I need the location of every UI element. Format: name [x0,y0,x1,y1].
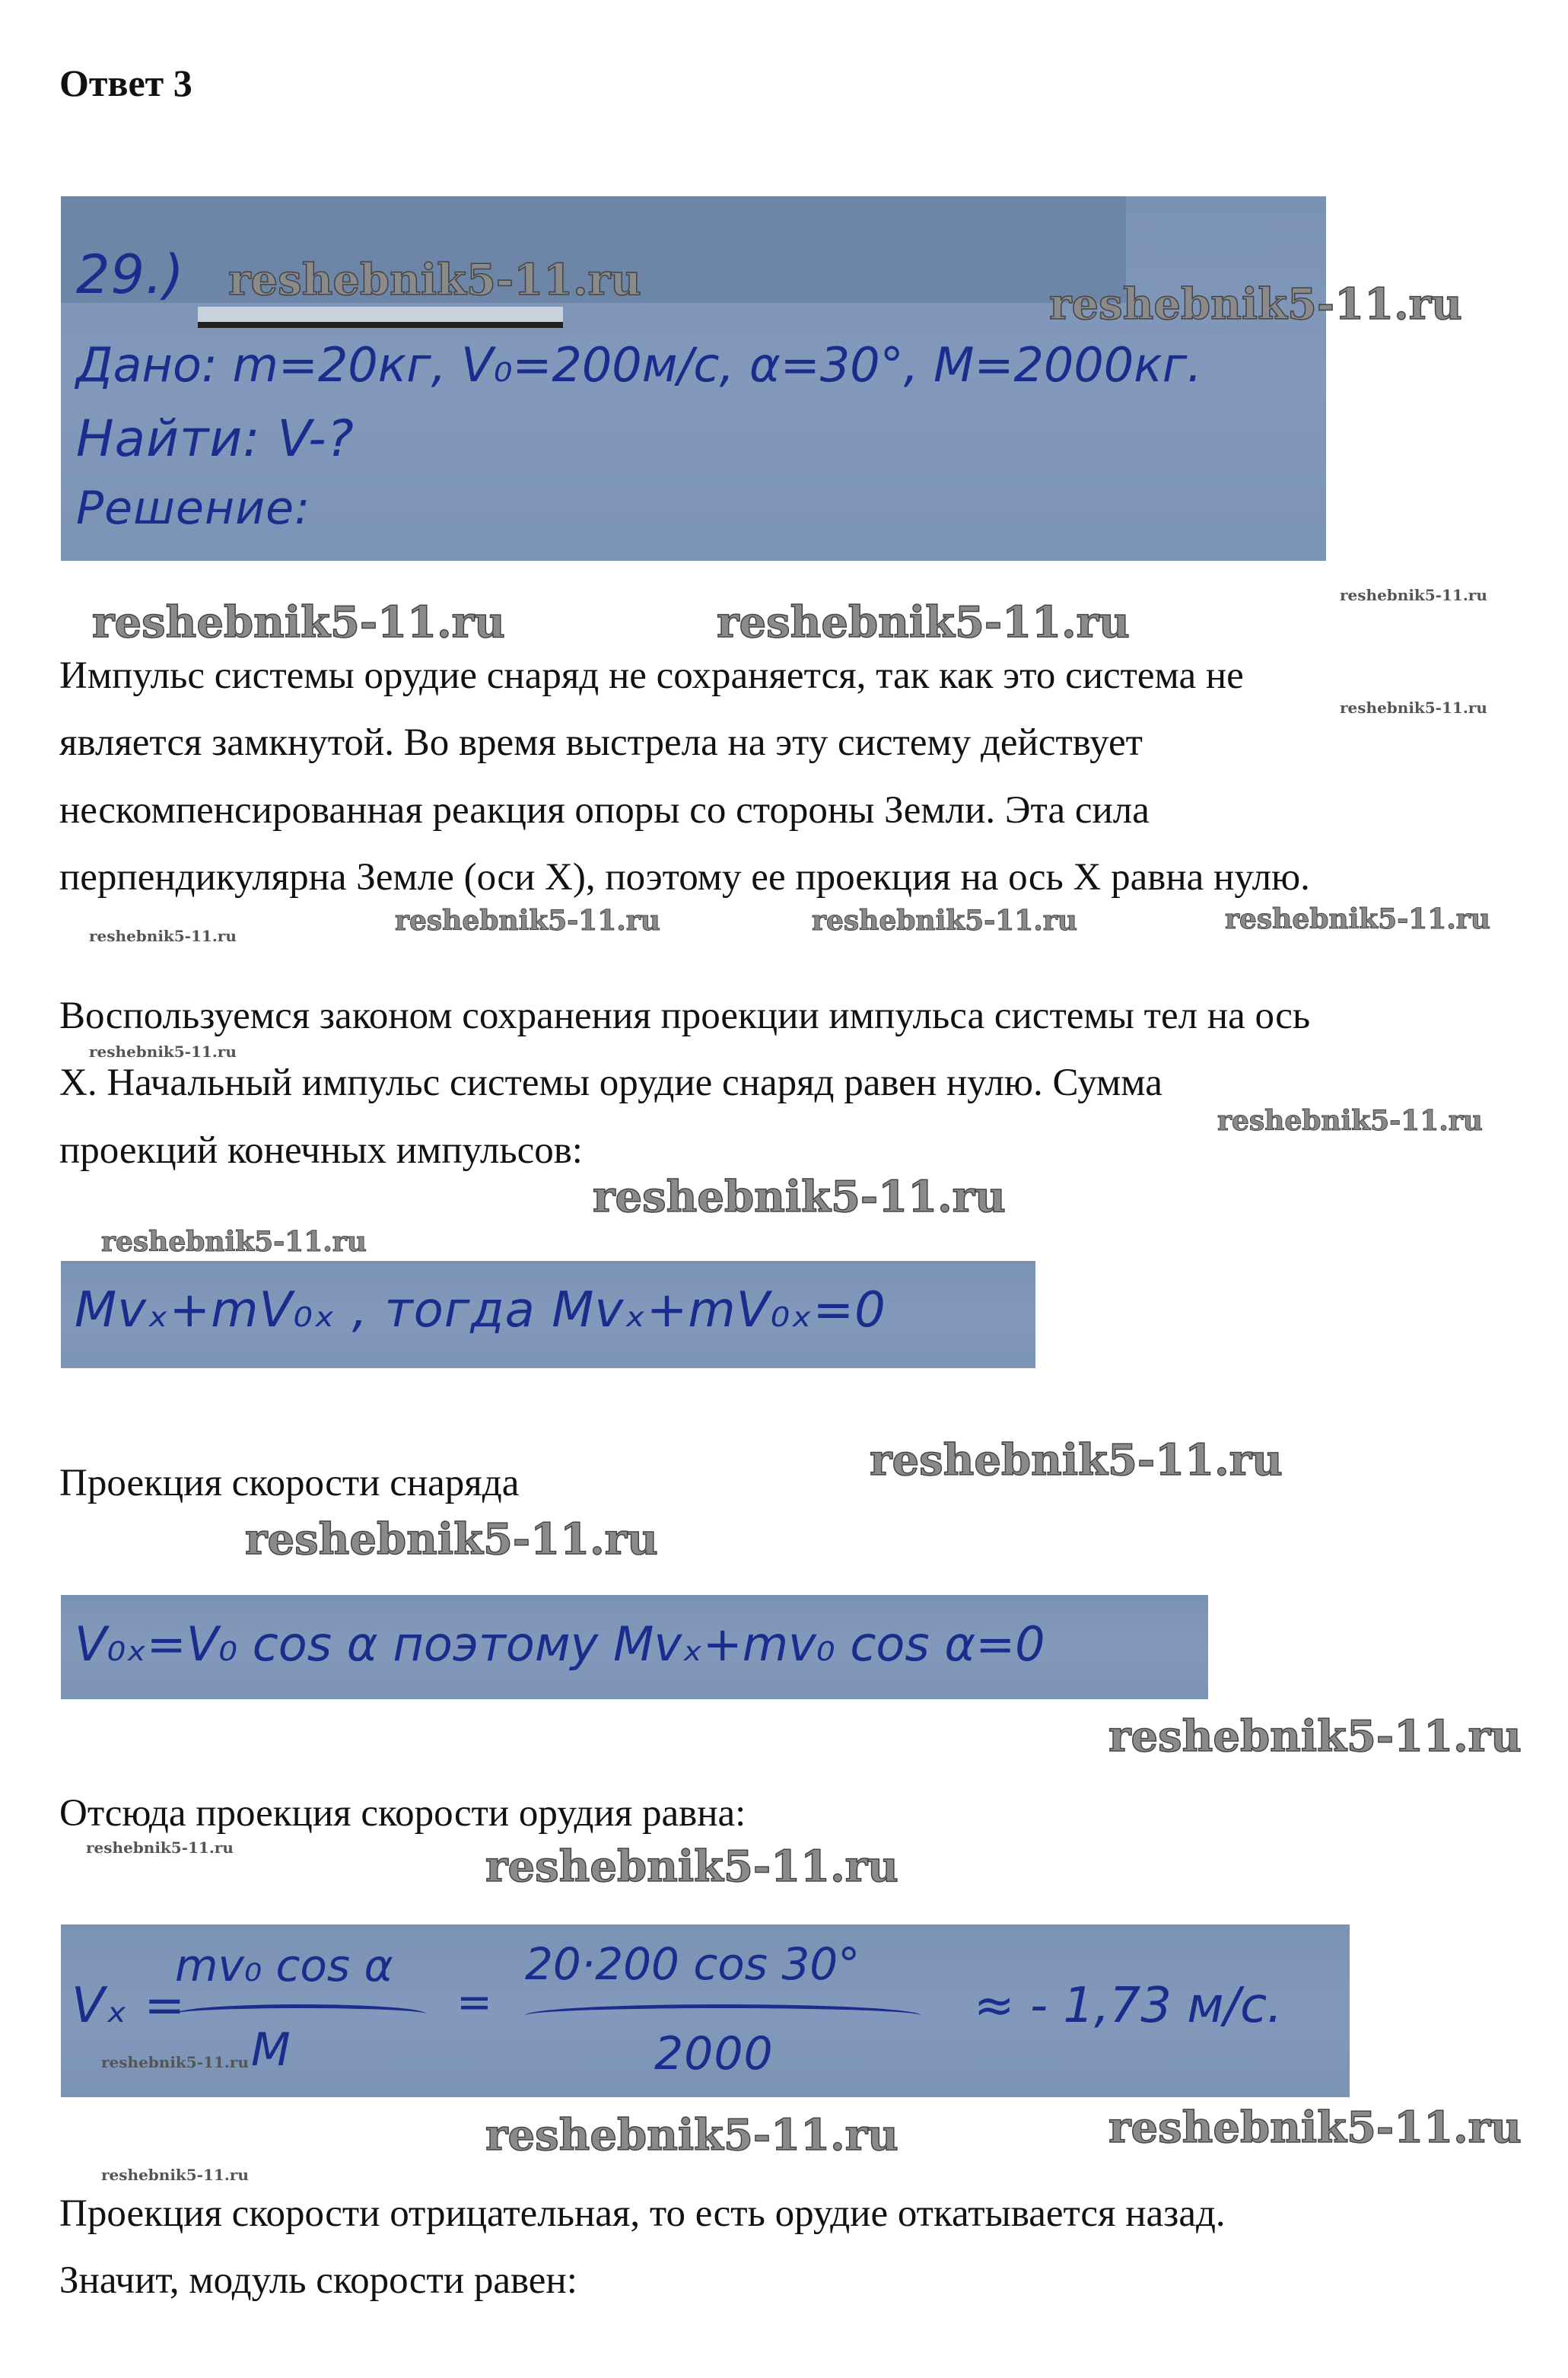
watermark: reshebnik5-11.ru [1108,2103,1522,2153]
result-eq: = [456,1978,493,2027]
watermark: reshebnik5-11.ru [245,1514,658,1565]
paragraph-line: Воспользуемся законом сохранения проекции импульса системы тел на ось [59,995,1311,1037]
watermark: reshebnik5-11.ru [101,1226,367,1258]
given-line-3: Найти: V-? [76,409,355,468]
handwritten-result-image [61,1924,1350,2097]
momentum-equation: Mvₓ+mV₀ₓ , тогда Mvₓ+mV₀ₓ=0 [75,1282,886,1339]
paragraph-line: Значит, модуль скорости равен: [59,2259,577,2302]
watermark: reshebnik5-11.ru [228,255,641,305]
watermark: reshebnik5-11.ru [485,2110,898,2160]
handwritten-momentum-image [61,1261,1035,1368]
watermark: reshebnik5-11.ru [1217,1105,1483,1137]
handwritten-given-image [61,196,1326,561]
page-title: Ответ 3 [59,62,192,104]
result-num2: 20·200 cos 30° [525,1938,860,1990]
watermark: reshebnik5-11.ru [485,1842,898,1892]
watermark: reshebnik5-11.ru [101,2166,249,2184]
paragraph-line: Отсюда проекция скорости орудия равна: [59,1792,746,1835]
paragraph-line: Проекция скорости отрицательная, то есть орудие откатывается назад. [59,2192,1226,2235]
given-line-4: Решение: [76,482,311,535]
watermark: reshebnik5-11.ru [1225,903,1490,935]
watermark: reshebnik5-11.ru [593,1172,1006,1222]
watermark: reshebnik5-11.ru [1108,1711,1522,1762]
watermark: reshebnik5-11.ru [1049,279,1462,329]
paragraph-line: X. Начальный импульс системы орудие снаряд равен нулю. Сумма [59,1062,1162,1104]
watermark: reshebnik5-11.ru [717,597,1130,648]
paragraph-line: Проекция скорости снаряда [59,1462,520,1504]
paragraph-line: является замкнутой. Во время выстрела на эту систему действует [59,721,1143,764]
result-den1: M [251,2023,291,2077]
given-line-2: Дано: m=20кг, V₀=200м/с, α=30°, M=2000кг. [76,337,1202,393]
watermark: reshebnik5-11.ru [870,1435,1283,1485]
result-den2: 2000 [654,2027,774,2080]
watermark: reshebnik5-11.ru [86,1838,234,1857]
watermark: reshebnik5-11.ru [89,927,237,945]
result-lhs: Vₓ = [72,1978,186,2034]
paragraph-line: нескомпенсированная реакция опоры со стороны Земли. Эта сила [59,789,1150,832]
projection-equation: V₀ₓ=V₀ cos α поэтому Mvₓ+mv₀ cos α=0 [75,1616,1045,1672]
result-num1: mv₀ cos α [175,1940,393,1991]
result-rhs: ≈ - 1,73 м/с. [974,1978,1283,2034]
watermark: reshebnik5-11.ru [812,905,1077,937]
watermark: reshebnik5-11.ru [101,2053,249,2071]
watermark: reshebnik5-11.ru [92,597,505,648]
watermark: reshebnik5-11.ru [1340,586,1487,604]
watermark: reshebnik5-11.ru [89,1043,237,1061]
paragraph-line: Импульс системы орудие снаряд не сохраняется, так как это система не [59,654,1244,697]
handwritten-projection-image [61,1595,1208,1699]
given-line-1: 29.) [76,244,185,306]
watermark: reshebnik5-11.ru [1340,699,1487,717]
paragraph-line: проекций конечных импульсов: [59,1129,583,1172]
watermark: reshebnik5-11.ru [395,905,660,937]
paragraph-line: перпендикулярна Земле (оси X), поэтому ее проекция на ось X равна нулю. [59,856,1310,899]
